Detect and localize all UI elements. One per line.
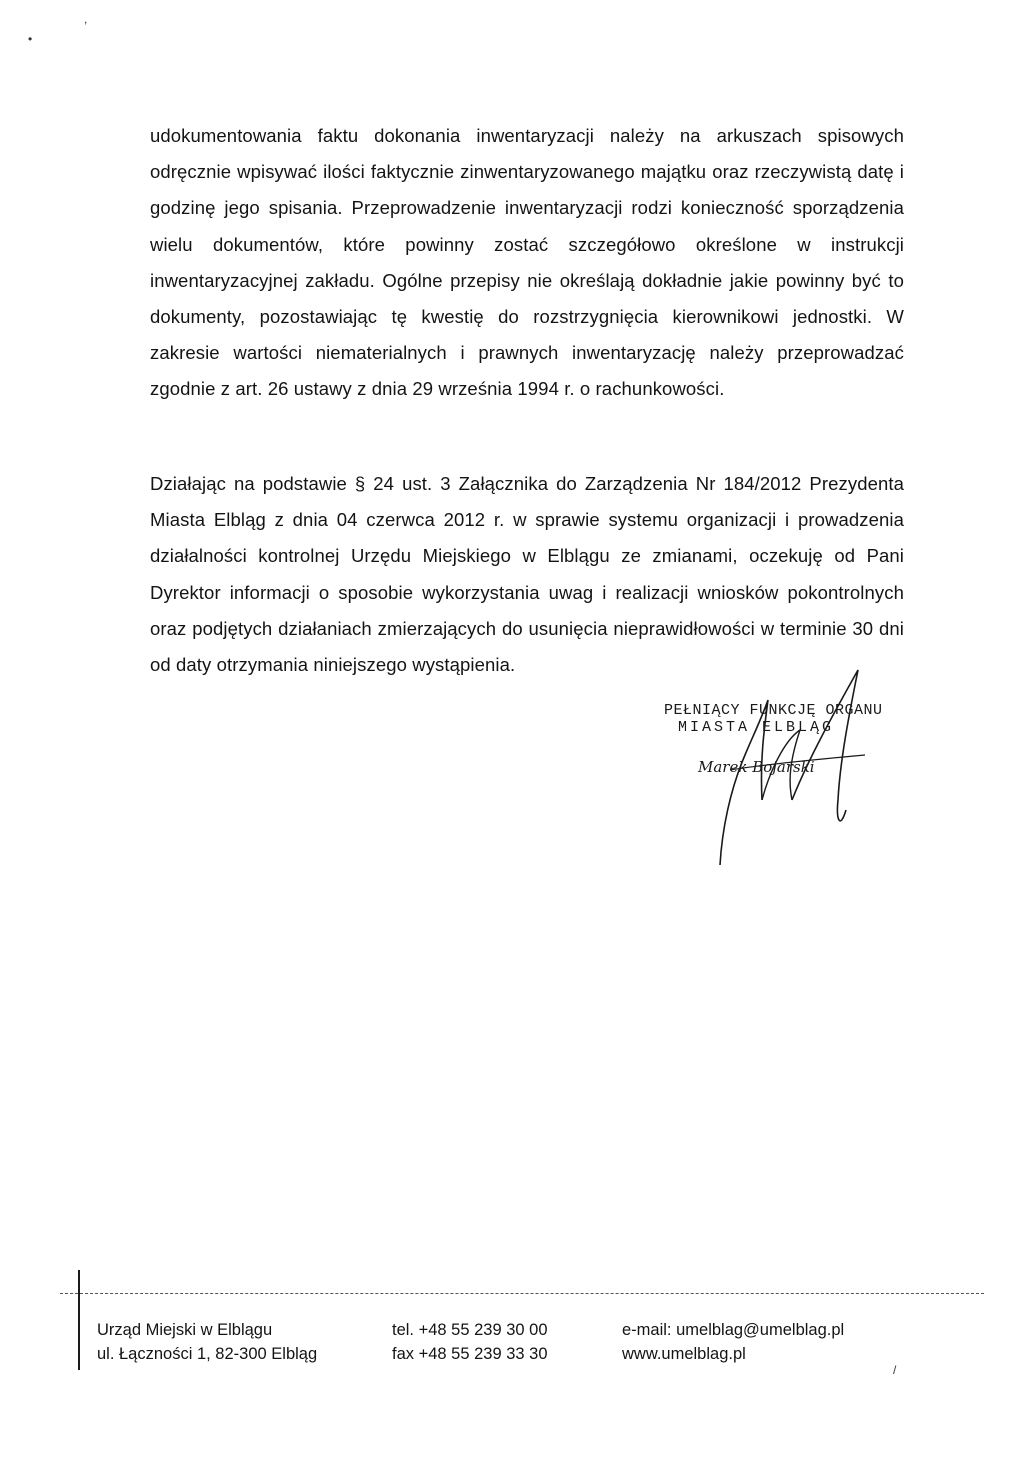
footer-phone: tel. +48 55 239 30 00 bbox=[392, 1321, 548, 1339]
stamp-title-line: PEŁNIĄCY FUNKCJĘ ORGANU bbox=[664, 702, 883, 719]
footer-website: www.umelblag.pl bbox=[622, 1345, 746, 1363]
footer-phone-block bbox=[392, 1318, 548, 1366]
stamp-signatory-name: Marek Bojarski bbox=[698, 758, 815, 776]
footer-divider bbox=[60, 1293, 984, 1294]
body-paragraph-1: udokumentowania faktu dokonania inwentaryzacji należy na arkuszach spisowych odręcznie wpisywać ilości faktycznie zinwentaryzowanego majątku oraz rzeczywistą datę i godzinę jego spisania. Przeprowadzenie inwentaryzacji rodzi konieczność sporządzenia wielu dokumentów, które powinny zostać szczegółowo określone w instrukcji inwentaryzacyjnej zakładu. Ogólne przepisy nie określają dokładnie jakie powinny być to dokumenty, pozostawiając tę kwestię do rozstrzygnięcia kierownikowi jednostki. W zakresie wartości niematerialnych i prawnych inwentaryzację należy przeprowadzać zgodnie z art. 26 ustawy z dnia 29 września 1994 r. o rachunkowości. bbox=[150, 125, 904, 400]
footer-office-name: Urząd Miejski w Elblągu bbox=[97, 1321, 273, 1339]
scan-mark-comma: , bbox=[84, 12, 88, 26]
handwritten-signature bbox=[690, 660, 890, 880]
footer-fax: fax +48 55 239 33 30 bbox=[392, 1345, 548, 1363]
footer-contact-block bbox=[622, 1318, 844, 1366]
footer-street-address: ul. Łączności 1, 82-300 Elbląg bbox=[97, 1345, 318, 1363]
scan-mark-dot: • bbox=[28, 32, 33, 46]
footer-address-block bbox=[97, 1318, 317, 1366]
footer-email: e-mail: umelblag@umelblag.pl bbox=[622, 1321, 845, 1339]
footer-vertical-rule bbox=[78, 1270, 80, 1370]
stamp-city-line: MIASTA ELBLĄG bbox=[678, 719, 835, 736]
page-mark: / bbox=[893, 1363, 897, 1377]
body-paragraph-2: Działając na podstawie § 24 ust. 3 Załącznika do Zarządzenia Nr 184/2012 Prezydenta Miasta Elbląg z dnia 04 czerwca 2012 r. w sprawie systemu organizacji i prowadzenia działalności kontrolnej Urzędu Miejskiego w Elblągu ze zmianami, oczekuję od Pani Dyrektor informacji o sposobie wykorzystania uwag i realizacji wniosków pokontrolnych oraz podjętych działaniach zmierzających do usunięcia nieprawidłowości w terminie 30 dni od daty otrzymania niniejszego wystąpienia. bbox=[150, 473, 904, 676]
